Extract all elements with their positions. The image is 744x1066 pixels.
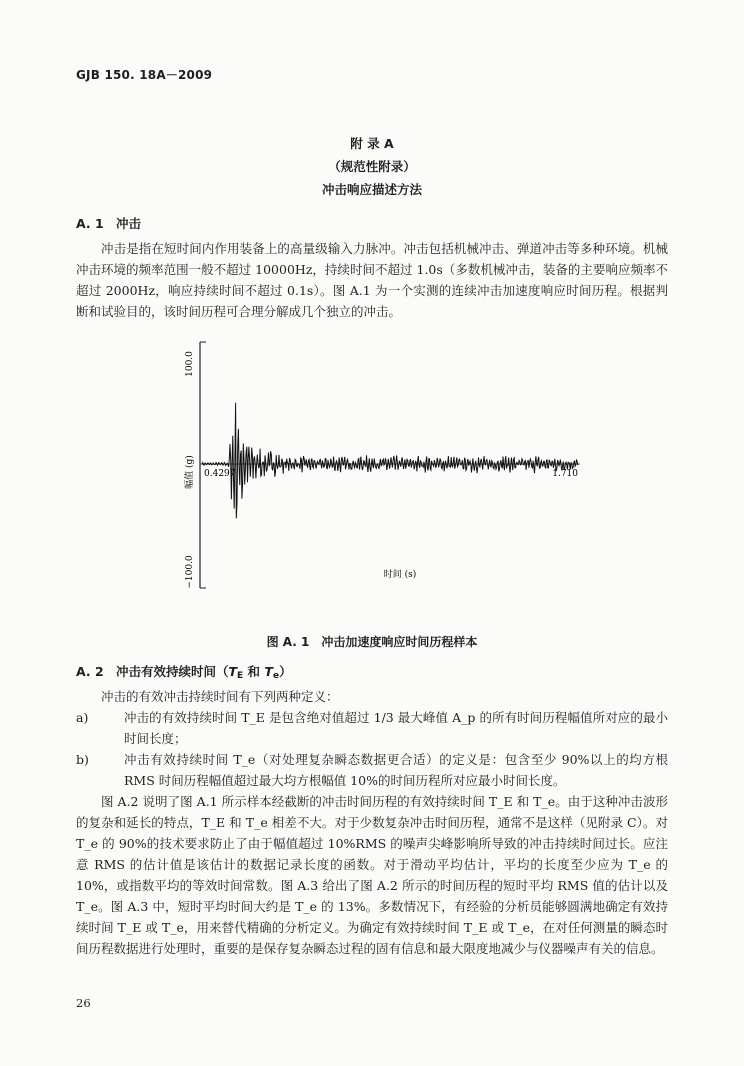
acceleration-signal-trace (202, 403, 578, 519)
section-a1-body (76, 238, 668, 322)
figure-a1-caption: 图 A. 1 冲击加速度响应时间历程样本 (266, 635, 478, 649)
te-subscript: E (237, 671, 244, 681)
tee-symbol: T (264, 664, 273, 679)
figure-a1 (180, 336, 600, 594)
section-a2-intro: 冲击的有效冲击持续时间有下列两种定义： (101, 689, 339, 704)
definition-a-marker: a) (76, 710, 89, 725)
section-a1-title: 冲击 (116, 216, 142, 231)
figure-a1-plot (180, 336, 600, 594)
end-time-label: 1.710 (552, 469, 578, 479)
close-paren: ） (279, 664, 292, 679)
section-a2-paragraph: 图 A.2 说明了图 A.1 所示样本经截断的冲击时间历程的有效持续时间 T_E 和 T_e。由于这种冲击波形的复杂和延长的特点，T_E 和 T_e 相差不大。对于少数复杂冲击时间历程，通常不是这样（见附录 C）。对 T_e 的 90%的技术要求防止了由于幅值超过 10%RMS 的噪声尖峰影响所导致的冲击持续时间过长。应注意 RMS 的估计值是该估计的数据记录长度的函数。对于滑动平均估计，平均的长度至少应为 T_e 的 10%，或指数平均的等效时间常数。图 A.3 给出了图 A.2 所示的时间历程的短时平均 RMS 值的估计以及 T_e。图 A.3 中，短时平均时间大约是 T_e 的 13%。多数情况下，有经验的分析员能够圆满地确定有效持续时间 T_E 或 T_e，用来替代精确的分析定义。为确定有效持续时间 T_E 或 T_e，在对任何测量的瞬态时间历程数据进行处理时，重要的是保存复杂瞬态过程的固有信息和最大限度地减少与仪器噪声有关的信息。 (76, 794, 668, 956)
y-max-label: 100.0 (185, 351, 195, 377)
appendix-title: 附 录 A (350, 136, 394, 151)
definition-b-marker: b) (76, 752, 89, 767)
section-a1-paragraph: 冲击是指在短时间内作用装备上的高量级输入力脉冲。冲击包括机械冲击、弹道冲击等多种环境。机械冲击环境的频率范围一般不超过 10000Hz，持续时间不超过 1.0s（多数机械冲击，装备的主要响应频率不超过 2000Hz，响应持续时间不超过 0.1s）。图 A.1 为一个实测的连续冲击加速度响应时间历程。根据判断和试验目的，该时间历程可合理分解成几个独立的冲击。 (76, 241, 668, 319)
appendix-subtitle: （规范性附录） (328, 159, 416, 174)
section-a2-body (76, 686, 668, 959)
x-axis-label: 时间 (s) (383, 570, 417, 580)
standard-code-header: GJB 150. 18A－2009 (76, 68, 213, 82)
appendix-name: 冲击响应描述方法 (321, 182, 422, 197)
definition-a (76, 707, 668, 749)
section-a2-title: 冲击有效持续时间（ (116, 664, 229, 679)
definition-b-text: 冲击有效持续时间 T_e（对处理复杂瞬态数据更合适）的定义是：包含至少 90%以上的均方根 RMS 时间历程幅值超过最大均方根幅值 10%的时间历程所对应最小时间长度。 (124, 752, 668, 788)
y-min-label: −100.0 (185, 555, 195, 589)
definition-b (76, 749, 668, 791)
tee-subscript: e (272, 671, 280, 681)
and-text: 和 (243, 664, 265, 679)
section-a1-number: A. 1 (76, 216, 104, 231)
page-number: 26 (76, 996, 91, 1010)
start-time-label: 0.4297 (204, 469, 236, 479)
te-symbol: T (228, 664, 238, 679)
definition-a-text: 冲击的有效持续时间 T_E 是包含绝对值超过 1/3 最大峰值 A_p 的所有时间历程幅值所对应的最小时间长度； (124, 710, 668, 746)
y-axis-label: 幅值 (g) (185, 455, 195, 489)
section-a1-heading (76, 214, 141, 232)
section-a2-heading (76, 662, 292, 680)
section-a2-number: A. 2 (76, 664, 104, 679)
